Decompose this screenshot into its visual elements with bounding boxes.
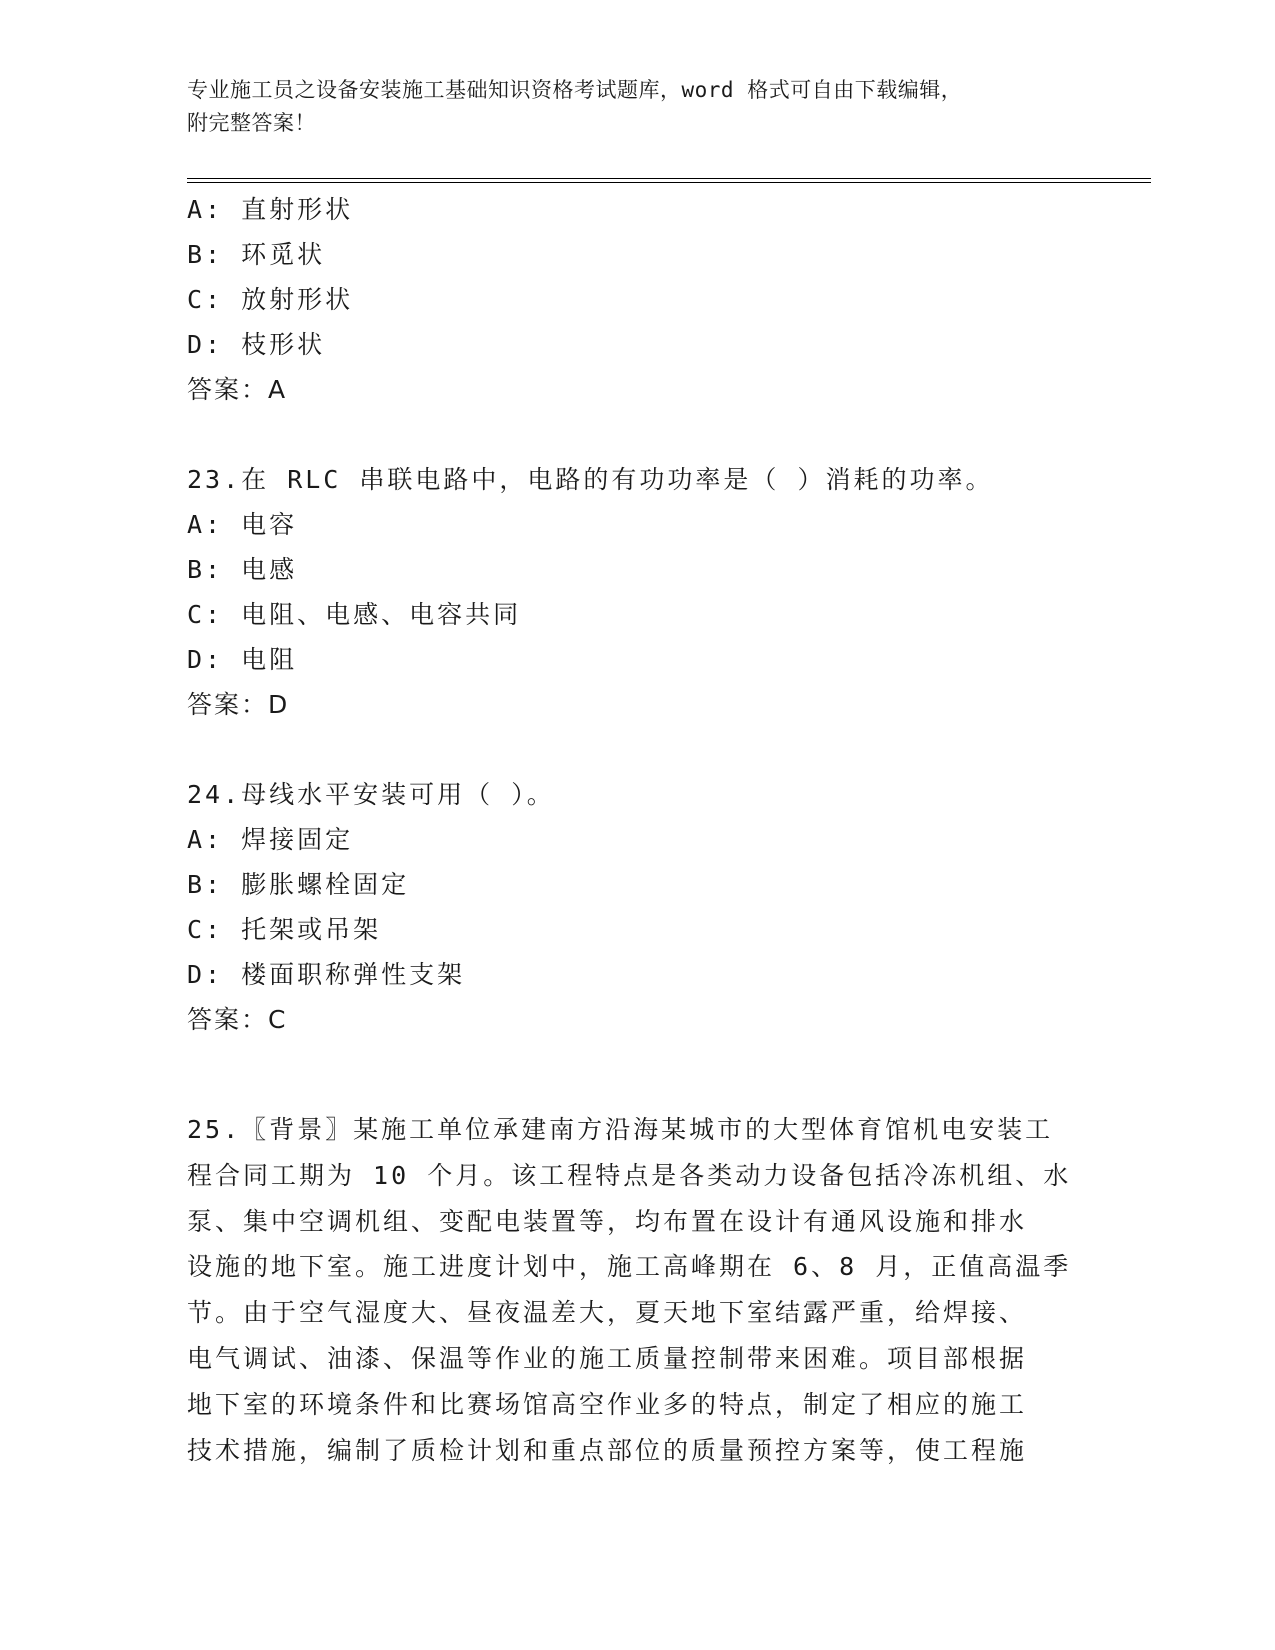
q24-option-b: B: 膨胀螺栓固定 bbox=[187, 870, 410, 899]
q25-line: 设施的地下室。施工进度计划中，施工高峰期在 6、8 月，正值高温季 bbox=[187, 1252, 1072, 1282]
q23-option-b: B: 电感 bbox=[187, 555, 298, 584]
q22-option-d: D: 枝形状 bbox=[187, 330, 326, 359]
q22-option-a: A: 直射形状 bbox=[187, 195, 354, 224]
q23-option-d: D: 电阻 bbox=[187, 645, 298, 674]
q25-line: 电气调试、油漆、保温等作业的施工质量控制带来困难。项目部根据 bbox=[187, 1343, 1028, 1373]
document-header bbox=[187, 74, 1087, 140]
q24-option-d: D: 楼面职称弹性支架 bbox=[187, 960, 466, 989]
q24-answer: 答案：C bbox=[187, 1005, 288, 1034]
q25-line: 地下室的环境条件和比赛场馆高空作业多的特点，制定了相应的施工 bbox=[187, 1389, 1028, 1419]
q25-line: 25.〖背景〗某施工单位承建南方沿海某城市的大型体育馆机电安装工 bbox=[187, 1115, 1054, 1144]
q25-paragraph bbox=[187, 1107, 1072, 1473]
q25-line: 泵、集中空调机组、变配电装置等，均布置在设计有通风设施和排水 bbox=[187, 1206, 1028, 1236]
q23-question: 23.在 RLC 串联电路中，电路的有功功率是（ ）消耗的功率。 bbox=[187, 465, 994, 494]
header-line-2: 附完整答案！ bbox=[187, 111, 316, 135]
q22-option-b: B: 环觅状 bbox=[187, 240, 326, 269]
header-rule-top bbox=[187, 178, 1151, 179]
q24-option-a: A: 焊接固定 bbox=[187, 825, 354, 854]
q23-answer: 答案：D bbox=[187, 690, 290, 719]
q22-answer: 答案：A bbox=[187, 375, 288, 404]
q23-option-a: A: 电容 bbox=[187, 510, 298, 539]
header-line-1: 专业施工员之设备安装施工基础知识资格考试题库，word 格式可自由下载编辑， bbox=[187, 78, 963, 102]
q24-option-c: C: 托架或吊架 bbox=[187, 915, 382, 944]
header-rule-bottom bbox=[187, 182, 1151, 183]
q24-question: 24.母线水平安装可用（ ）。 bbox=[187, 780, 555, 809]
q23-option-c: C: 电阻、电感、电容共同 bbox=[187, 600, 522, 629]
q22-option-c: C: 放射形状 bbox=[187, 285, 354, 314]
q25-line: 程合同工期为 10 个月。该工程特点是各类动力设备包括冷冻机组、水 bbox=[187, 1160, 1072, 1190]
q25-line: 技术措施，编制了质检计划和重点部位的质量预控方案等，使工程施 bbox=[187, 1435, 1028, 1465]
q25-line: 节。由于空气湿度大、昼夜温差大，夏天地下室结露严重，给焊接、 bbox=[187, 1298, 1028, 1328]
